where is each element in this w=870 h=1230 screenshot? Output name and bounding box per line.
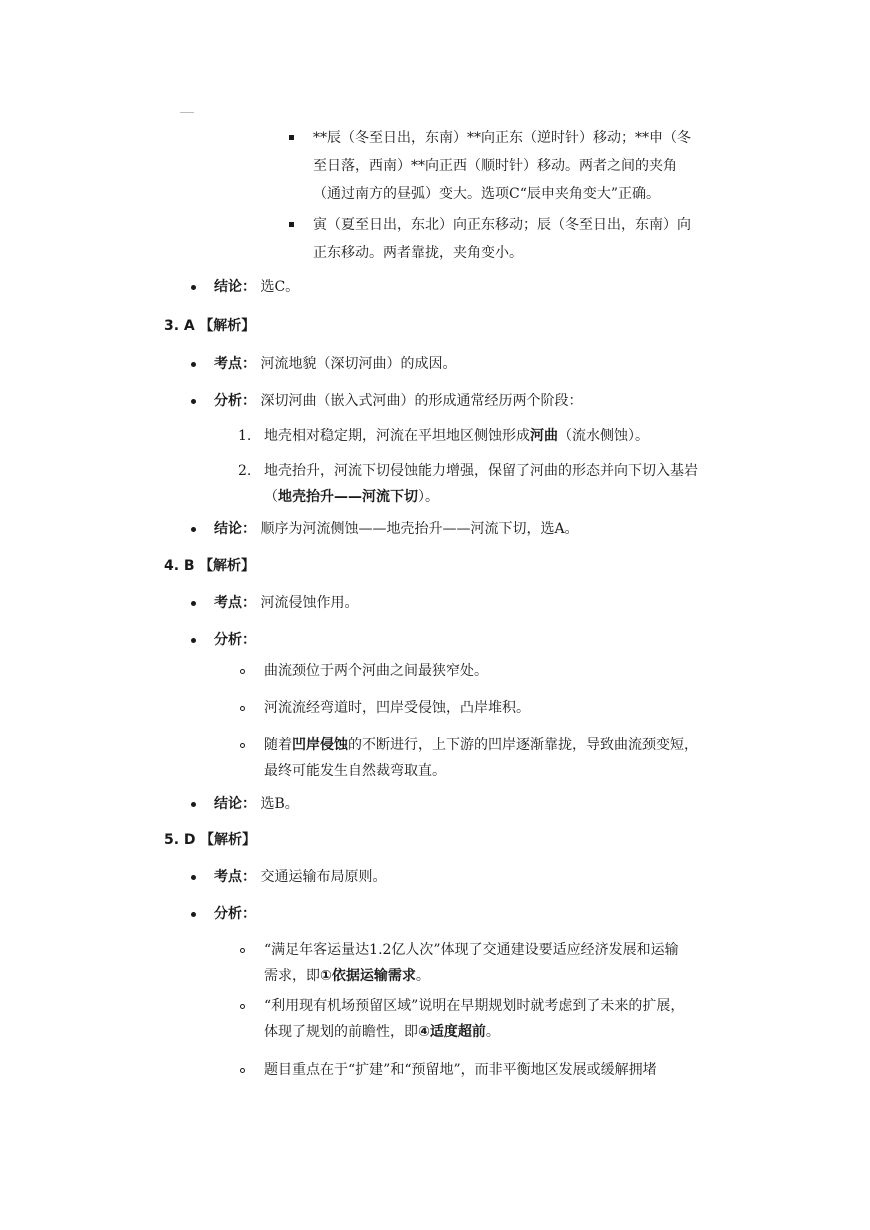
text: （ (264, 489, 278, 505)
text: 选C。 (260, 279, 300, 295)
label: 考点： (214, 595, 256, 611)
question-number: 3. A (164, 318, 195, 334)
circle-bullet-icon (240, 706, 245, 711)
bullet-icon (191, 638, 196, 643)
point-line: “利用现有机场预留区域”说明在早期规划时就考虑到了未来的扩展， (264, 998, 685, 1014)
label: 考点： (214, 356, 256, 372)
emphasis: 地壳抬升——河流下切 (278, 489, 418, 505)
label: 分析： (214, 393, 256, 409)
point-line: 最终可能发生自然裁弯取直。 (264, 763, 446, 779)
conclusion-line (214, 277, 299, 297)
text-line: 正东移动。两者靠拢，夹角变小。 (313, 245, 523, 261)
question-heading (164, 556, 255, 576)
text: 河流地貌（深切河曲）的成因。 (260, 356, 457, 372)
circle-bullet-icon (240, 1068, 245, 1073)
emphasis: 河曲 (530, 428, 558, 444)
point-line: “满足年客运量达1.2亿人次”体现了交通建设要适应经济发展和运输 (264, 942, 679, 958)
kaodian-line (214, 593, 358, 613)
label: 结论： (214, 796, 256, 812)
text: 。 (415, 968, 430, 984)
bullet-icon (191, 285, 196, 290)
text-line: 寅（夏至日出，东北）向正东移动；辰（冬至日出，东南）向 (313, 217, 691, 233)
text: 需求，即 (264, 968, 320, 984)
label: 结论： (214, 521, 256, 537)
text: 选B。 (260, 796, 299, 812)
label: 考点： (214, 869, 256, 885)
text-line: （通过南方的昼弧）变大。选项C“辰申夹角变大”正确。 (313, 186, 661, 202)
question-title: 【解析】 (200, 832, 257, 848)
kaodian-line (214, 867, 386, 887)
question-heading (164, 830, 256, 850)
scan-mark (180, 112, 194, 113)
label: 分析： (214, 632, 256, 648)
text: 交通运输布局原则。 (260, 869, 387, 885)
text: 。 (485, 1024, 500, 1040)
bullet-icon (191, 912, 196, 917)
question-number: 4. B (164, 558, 195, 574)
text: （流水侧蚀）。 (558, 428, 649, 444)
text: 随着 (264, 737, 292, 753)
bullet-icon (191, 362, 196, 367)
bullet-icon (191, 399, 196, 404)
step-number: 1. (238, 428, 252, 444)
text: 体现了规划的前瞻性，即 (264, 1024, 418, 1040)
step-line: 地壳抬升，河流下切侵蚀能力增强，保留了河曲的形态并向下切入基岩 (264, 463, 698, 479)
emphasis: ④适度超前 (418, 1024, 486, 1040)
text: 地壳相对稳定期，河流在平坦地区侧蚀形成 (264, 428, 530, 444)
conclusion-line (214, 519, 579, 539)
text: 深切河曲（嵌入式河曲）的形成通常经历两个阶段： (260, 393, 583, 409)
point-line: 曲流颈位于两个河曲之间最狭窄处。 (264, 663, 488, 679)
square-bullet-icon (289, 222, 294, 227)
fenxi-line (214, 630, 256, 650)
emphasis: ①依据运输需求 (320, 968, 416, 984)
fenxi-line (214, 391, 582, 411)
point-line (264, 966, 430, 986)
emphasis: 凹岸侵蚀 (292, 737, 348, 753)
text: 的不断进行，上下游的凹岸逐渐靠拢，导致曲流颈变短， (348, 737, 698, 753)
square-bullet-icon (289, 135, 294, 140)
circle-bullet-icon (240, 669, 245, 674)
conclusion-line (214, 794, 299, 814)
question-title: 【解析】 (199, 318, 256, 334)
bullet-icon (191, 527, 196, 532)
fenxi-line (214, 904, 256, 924)
question-number: 5. D (164, 832, 196, 848)
kaodian-line (214, 354, 456, 374)
text-line: **辰（冬至日出，东南）**向正东（逆时针）移动；**申（冬 (313, 130, 691, 146)
bullet-icon (191, 875, 196, 880)
label: 结论： (214, 279, 256, 295)
point-line: 题目重点在于“扩建”和“预留地”，而非平衡地区发展或缓解拥堵 (264, 1062, 657, 1078)
bullet-icon (191, 601, 196, 606)
circle-bullet-icon (240, 1004, 245, 1009)
text: 顺序为河流侧蚀——地壳抬升——河流下切，选A。 (260, 521, 579, 537)
point-line (264, 1022, 500, 1042)
step-line (264, 426, 649, 446)
question-heading (164, 316, 255, 336)
circle-bullet-icon (240, 743, 245, 748)
point-line (264, 735, 698, 755)
point-line: 河流流经弯道时，凹岸受侵蚀，凸岸堆积。 (264, 700, 530, 716)
circle-bullet-icon (240, 948, 245, 953)
text: ）。 (418, 489, 439, 505)
step-line (264, 487, 439, 507)
text: 河流侵蚀作用。 (260, 595, 359, 611)
bullet-icon (191, 802, 196, 807)
text-line: 至日落，西南）**向正西（顺时针）移动。两者之间的夹角 (313, 158, 677, 174)
label: 分析： (214, 906, 256, 922)
step-number: 2. (238, 463, 252, 479)
question-title: 【解析】 (199, 558, 256, 574)
